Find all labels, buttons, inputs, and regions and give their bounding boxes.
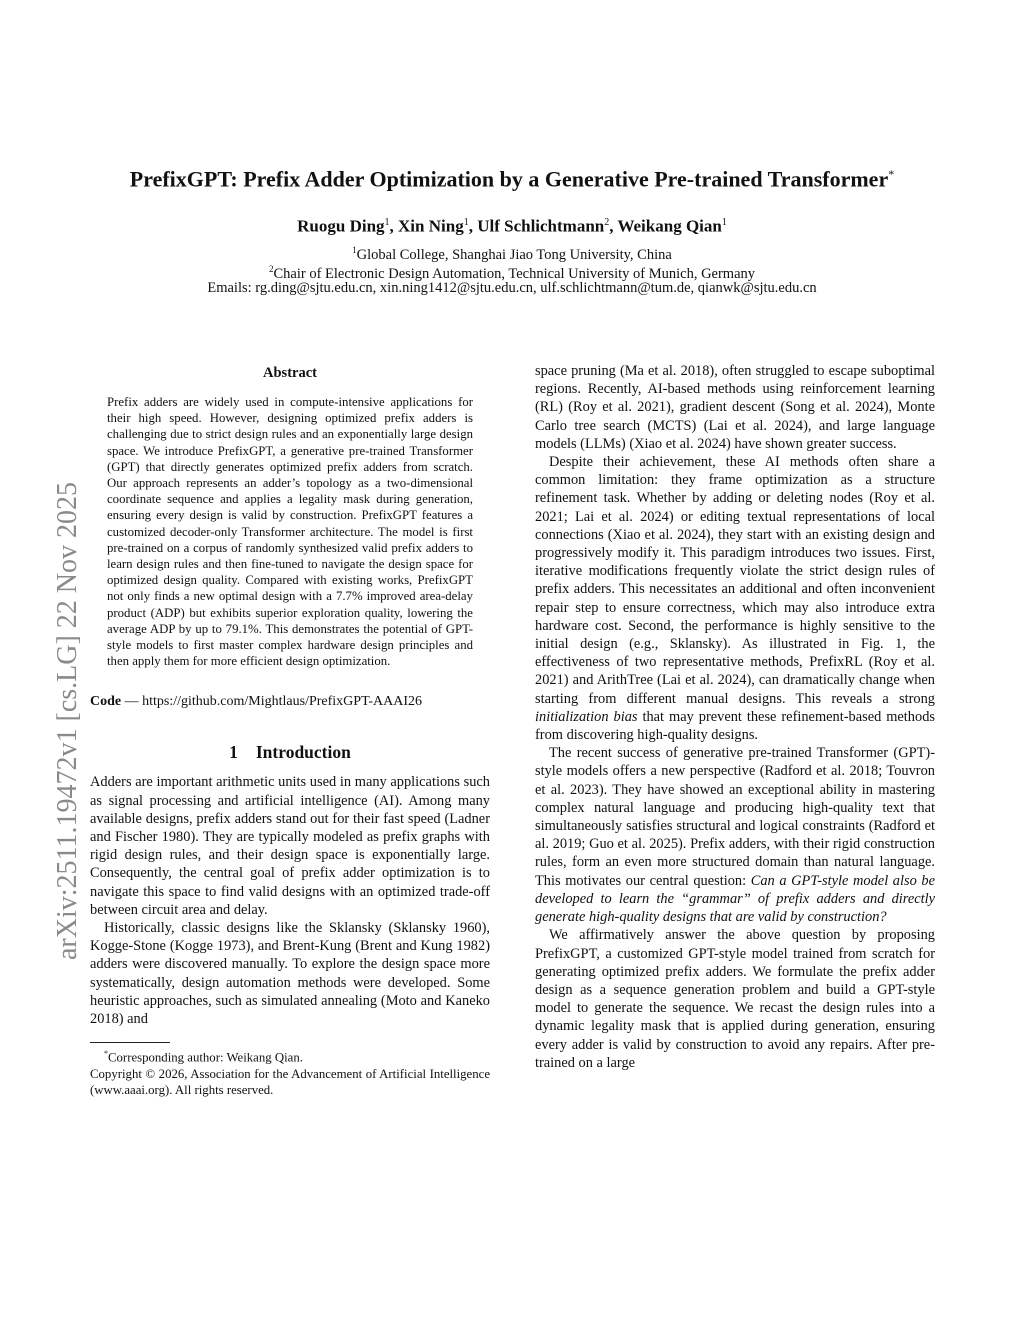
- footnote-mark: *: [104, 1049, 108, 1059]
- left-column: [90, 362, 490, 1098]
- code-url[interactable]: https://github.com/Mightlaus/PrefixGPT-AAAI26: [142, 694, 422, 710]
- research-question: Can a GPT-style model also be developed to learn the “grammar” of prefix adders and directly generate high-quality designs that are valid by construction?: [535, 872, 935, 926]
- section-number: 1: [229, 742, 238, 763]
- code-label: Code: [90, 694, 122, 710]
- code-separator: —: [121, 694, 143, 710]
- author-affiliation-mark: 1: [721, 217, 727, 228]
- section-title: Introduction: [255, 742, 351, 763]
- affiliation-mark: 1: [352, 245, 357, 255]
- author-affiliation-mark: 1: [463, 217, 469, 228]
- footnote-divider: [90, 1042, 170, 1043]
- section-heading-introduction: [90, 741, 490, 763]
- body-paragraph-3: [535, 744, 935, 926]
- title-text: PrefixGPT: Prefix Adder Optimization by a Generative Pre-trained Transformer: [129, 166, 889, 192]
- right-column: [535, 362, 935, 1072]
- footnote-copyright: Copyright © 2026, Association for the Advancement of Artificial Intelligence (www.aaai.org). All rights reserved.: [90, 1066, 490, 1097]
- paper-title: [40, 160, 984, 193]
- affiliation-text: Chair of Electronic Design Automation, Technical University of Munich, Germany: [273, 265, 756, 282]
- body-paragraph-1: space pruning (Ma et al. 2018), often struggled to escape suboptimal regions. Recently, AI-based methods using reinforcement learning (RL) (Roy et al. 2021), gradient descent (Song et al. 2024), Monte Carlo tree search (MCTS) (Lai et al. 2024), and large language models (LLMs) (Xiao et al. 2024) have shown greater success.: [535, 363, 935, 452]
- affiliation-mark: 2: [268, 264, 274, 274]
- code-link-line: [90, 693, 490, 711]
- paragraph-text: Despite their achievement, these AI methods often share a common limitation: they frame optimization as a structure refinement task. Whether by adding or deleting nodes (Roy et al. 2021; Lai et al. 2024) or editing textual representations of local connections (Xiao et al. 2024), they start with an existing design and progressively modify it. This paradigm introduces two issues. First, iterative modifications frequently violate the strict design rules of prefix adders. This necessitates an additional and often inconvenient repair step to ensure correctness, which may also introduce extra hardware cost. Second, the performance is highly sensitive to the initial design (e.g., Sklansky). As illustrated in Fig. 1, the effectiveness of two representative methods, PrefixRL (Roy et al. 2021) and ArithTree (Lai et al. 2024), can dramatically change when starting from different manual designs. This reveals a strong: [535, 454, 935, 707]
- footnote-corresponding-text: Corresponding author: Weikang Qian.: [108, 1050, 303, 1065]
- arxiv-identifier: arXiv:2511.19472v1 [cs.LG] 22 Nov 2025: [52, 481, 83, 960]
- abstract-heading: Abstract: [263, 365, 317, 381]
- author-name: Xin Ning: [398, 216, 464, 236]
- body-paragraph-4: We affirmatively answer the above question by proposing PrefixGPT, a customized GPT-style model trained from scratch for generating optimized prefix adders. We formulate the prefix adder design as a sequence generation problem and build a GPT-style model to generate the sequence. We recast the design rules into a dynamic legality mask that is applied during generation, ensuring every adder is valid by construction to avoid any repairs. After pre-trained on a large: [535, 927, 935, 1071]
- footnote-corresponding: [90, 1046, 490, 1065]
- author-affiliation-mark: 1: [384, 217, 390, 228]
- emphasis-text: initialization bias: [535, 708, 638, 725]
- body-paragraph-2: [535, 453, 935, 744]
- paragraph-text: that may prevent these refinement-based methods from discovering high-quality designs.: [535, 708, 935, 744]
- author-name: Weikang Qian: [617, 216, 722, 236]
- author-affiliation-mark: 2: [604, 217, 610, 228]
- intro-paragraph-1: Adders are important arithmetic units used in many applications such as signal processing and artificial intelligence (AI). Among many available designs, prefix adders stand out for their fast speed (Ladner and Fischer 1980). They are typically modeled as prefix graphs with rigid design rules, and their design space is exponentially large. Consequently, the central goal of prefix adder optimization is to navigate this space to find valid designs with an optimized trade-off between circuit area and delay.: [90, 774, 490, 918]
- author-name: Ulf Schlichtmann: [477, 216, 605, 236]
- email-list: Emails: rg.ding@sjtu.edu.cn, xin.ning1412@sjtu.edu.cn, ulf.schlichtmann@tum.de, qianwk@sjtu.edu.cn: [207, 280, 817, 296]
- intro-paragraph-2: Historically, classic designs like the Sklansky (Sklansky 1960), Kogge-Stone (Kogge 1973), and Brent-Kung (Brent and Kung 1982) adders were discovered manually. To explore the design space more systematically, design automation methods were developed. Some heuristic approaches, such as simulated annealing (Moto and Kaneko 2018) and: [90, 920, 490, 1028]
- title-footnote-mark: *: [888, 167, 895, 181]
- author-list: Ruogu Ding$^1$, Xin Ning$^1$, Ulf Schlichtmann$^2$, Weikang Qian$^1$: [297, 216, 727, 236]
- paragraph-text: The recent success of generative pre-trained Transformer (GPT)-style models offers a new perspective (Radford et al. 2018; Touvron et al. 2023). They have showed an exceptional ability in mastering complex natural language and producing high-quality text that simultaneously satisfies structural and logical constraints (Radford et al. 2019; Guo et al. 2025). Prefix adders, with their rigid construction rules, form an even more structured domain than natural language. This motivates our central question:: [535, 745, 935, 889]
- abstract-text: Prefix adders are widely used in compute-intensive applications for their high speed. However, designing optimized prefix adders is challenging due to strict design rules and an exponentially large design space. We introduce PrefixGPT, a generative pre-trained Transformer (GPT) that directly generates optimized prefix adders from scratch. Our approach represents an adder’s topology as a two-dimensional coordinate sequence and applies a legality mask during generation, ensuring every design is valid by construction. PrefixGPT features a customized decoder-only Transformer architecture. The model is first pre-trained on a corpus of randomly synthesized valid prefix adders to learn design rules and then fine-tuned to navigate the design space for optimized design quality. Compared with existing works, PrefixGPT not only finds a new optimal design with a 7.7% improved area-delay product (ADP) but exhibits superior exploration quality, lowering the average ADP by up to 79.1%. This demonstrates the potential of GPT-style models to first master complex hardware design principles and then apply them for more efficient design optimization.: [107, 395, 473, 669]
- affiliation-text: Global College, Shanghai Jiao Tong University, China: [356, 246, 672, 263]
- author-name: Ruogu Ding: [297, 216, 385, 236]
